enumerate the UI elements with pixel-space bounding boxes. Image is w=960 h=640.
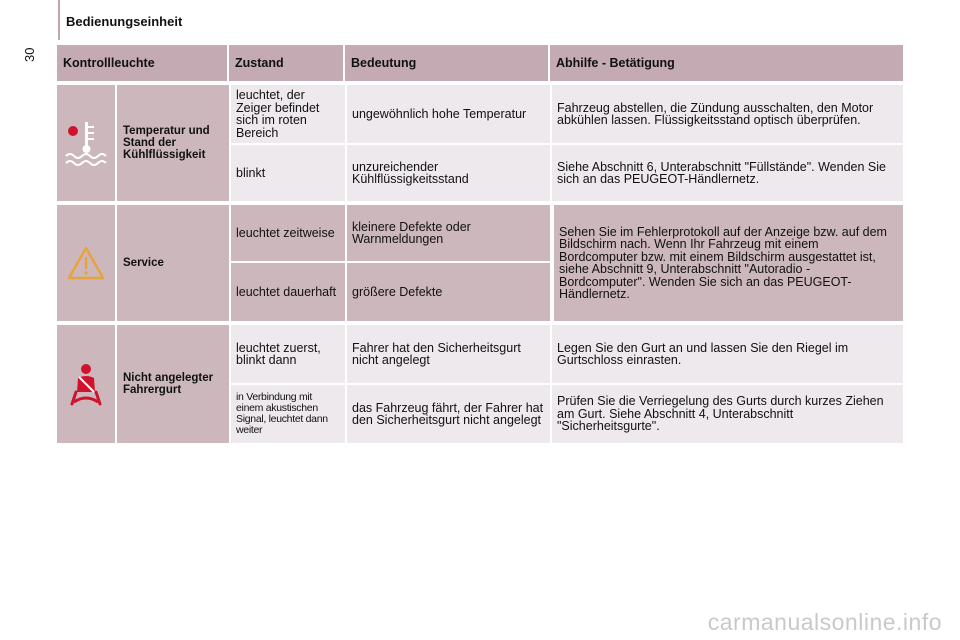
cell-state: leuchtet dauerhaft <box>231 263 347 321</box>
header-zustand: Zustand <box>229 45 345 81</box>
cell-meaning: Fahrer hat den Sicherheitsgurt nicht angelegt <box>347 325 552 383</box>
cell-action: Legen Sie den Gurt an und lassen Sie den Riegel im Gurtschloss einrasten. <box>552 325 903 383</box>
cell-action: Fahrzeug abstellen, die Zündung ausschalten, den Motor abkühlen lassen. Flüssigkeitsstand optisch überprüfen. <box>552 85 903 143</box>
table-row <box>231 143 903 201</box>
side-bar <box>58 0 60 40</box>
cell-action: Siehe Abschnitt 6, Unterabschnitt "Füllstände". Wenden Sie sich an das PEUGEOT-Händlernetz. <box>552 145 903 201</box>
section-title: Bedienungseinheit <box>66 14 183 29</box>
table-row <box>231 261 554 321</box>
cell-meaning: größere Defekte <box>347 263 552 321</box>
cell-state: blinkt <box>231 145 347 201</box>
cell-state: leuchtet zuerst, blinkt dann <box>231 325 347 383</box>
watermark: carmanualsonline.info <box>707 609 942 635</box>
warning-lights-table <box>57 45 903 443</box>
table-row <box>231 383 903 443</box>
warning-triangle-icon <box>57 205 117 321</box>
seatbelt-icon <box>57 325 117 443</box>
cell-state: in Verbindung mit einem akustischen Signal, leuchtet dann weiter <box>231 385 347 443</box>
table-row <box>231 205 554 261</box>
cell-action: Sehen Sie im Fehlerprotokoll auf der Anzeige bzw. auf dem Bildschirm nach. Wenn Ihr Fahrzeug mit einem Bordcomputer bzw. mit einem Bildschirm ausgestattet ist, siehe Abschnitt 9, Unterabschnitt "Autoradio - Bordcomputer". Wenden Sie sich an das PEUGEOT-Händlernetz. <box>554 205 903 321</box>
coolant-temperature-icon <box>57 85 117 201</box>
cell-state: leuchtet zeitweise <box>231 205 347 261</box>
group-name-seatbelt: Nicht angelegter Fahrergurt <box>117 325 231 443</box>
table-group-seatbelt <box>57 325 903 443</box>
page-number: 30 <box>22 47 37 62</box>
group-name-coolant: Temperatur und Stand der Kühlflüssigkeit <box>117 85 231 201</box>
table-group-service <box>57 205 903 321</box>
cell-state: leuchtet, der Zeiger befindet sich im roten Bereich <box>231 85 347 143</box>
header-kontrollleuchte: Kontrollleuchte <box>57 45 229 81</box>
header-abhilfe: Abhilfe - Betätigung <box>550 45 903 81</box>
cell-meaning: ungewöhnlich hohe Temperatur <box>347 85 552 143</box>
table-group-coolant <box>57 85 903 201</box>
header-bedeutung: Bedeutung <box>345 45 550 81</box>
table-row <box>231 85 903 143</box>
cell-meaning: kleinere Defekte oder Warnmeldungen <box>347 205 552 261</box>
cell-meaning: unzureichender Kühlflüssigkeitsstand <box>347 145 552 201</box>
cell-meaning: das Fahrzeug fährt, der Fahrer hat den Sicherheitsgurt nicht angelegt <box>347 385 552 443</box>
cell-action: Prüfen Sie die Verriegelung des Gurts durch kurzes Ziehen am Gurt. Siehe Abschnitt 4, Unterabschnitt "Sicherheitsgurte". <box>552 385 903 443</box>
table-row <box>231 325 903 383</box>
group-name-service: Service <box>117 205 231 321</box>
table-header <box>57 45 903 81</box>
